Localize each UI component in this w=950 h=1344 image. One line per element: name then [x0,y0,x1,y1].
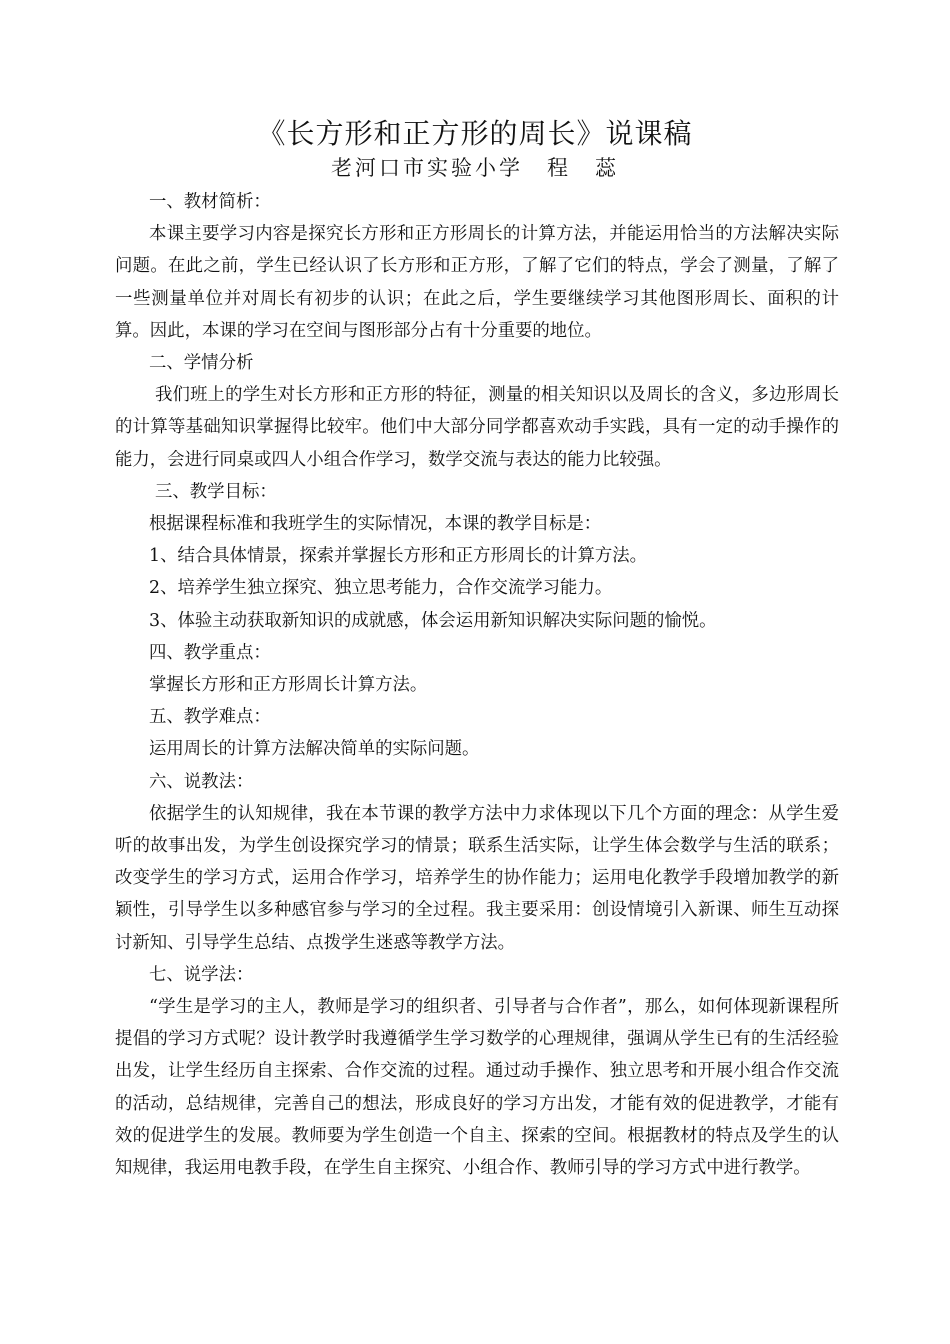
section-heading: 七、说学法： [149,964,254,985]
list-item: 3、体验主动获取新知识的成就感，体会运用新知识解决实际问题的愉悦。 [149,610,717,631]
list-item: 1、结合具体情景，探索并掌握长方形和正方形周长的计算方法。 [149,546,648,567]
section-heading: 三、教学目标： [155,481,277,502]
section-paragraph: “学生是学习的主人，教师是学习的组织者、引导者与合作者”，那么，如何体现新课程所提倡的学习方式呢？设计教学时我遵循学生学习数学的心理规律，强调从学生已有的生活经验出发，让学生经历自主探索、合作交流的过程。通过动手操作、独立思考和开展小组合作交流的活动，总结规律，完善自己的想法，形成良好的学习方出发，才能有效的促进教学，才能有效的促进学生的发展。教师要为学生创造一个自主、探索的空间。根据教材的特点及学生的认知规律，我运用电教手段，在学生自主探究、小组合作、教师引导的学习方式中进行教学。 [115,997,839,1179]
section-heading: 六、说教法： [149,771,254,792]
section-heading: 一、教材简析： [149,192,271,212]
section-heading: 二、学情分析 [149,353,254,374]
list-item: 2、培养学生独立探究、独立思考能力，合作交流学习能力。 [149,578,613,599]
section-paragraph: 本课主要学习内容是探究长方形和正方形周长的计算方法，并能运用恰当的方法解决实际问题。在此之前，学生已经认识了长方形和正方形，了解了它们的特点，学会了测量，了解了一些测量单位并对周长有初步的认识；在此之后，学生要继续学习其他图形周长、面积的计算。因此，本课的学习在空间与图形部分占有十分重要的地位。 [115,224,839,341]
section-paragraph: 掌握长方形和正方形周长计算方法。 [149,675,428,696]
document-author-line: 老河口市实验小学 程 蕊 [331,156,619,180]
section-paragraph: 依据学生的认知规律，我在本节课的教学方法中力求体现以下几个方面的理念：从学生爱听的故事出发，为学生创设探究学习的情景；联系生活实际，让学生体会数学与生活的联系；改变学生的学习方式，运用合作学习，培养学生的协作能力；运用电化教学手段增加教学的新颖性，引导学生以多种感官参与学习的全过程。我主要采用：创设情境引入新课、师生互动探讨新知、引导学生总结、点拨学生迷惑等教学方法。 [115,803,839,953]
document-title: 《长方形和正方形的周长》说课稿 [257,117,693,150]
document-body [115,186,839,1184]
section-heading: 四、教学重点： [149,642,271,663]
section-paragraph: 我们班上的学生对长方形和正方形的特征，测量的相关知识以及周长的含义，多边形周长的计算等基础知识掌握得比较牢。他们中大部分同学都喜欢动手实践，具有一定的动手操作的能力，会进行同桌或四人小组合作学习，数学交流与表达的能力比较强。 [115,385,839,470]
section-paragraph: 运用周长的计算方法解决简单的实际问题。 [149,739,480,760]
section-heading: 五、教学难点： [149,707,271,728]
section-intro: 根据课程标准和我班学生的实际情况，本课的教学目标是： [149,514,602,535]
